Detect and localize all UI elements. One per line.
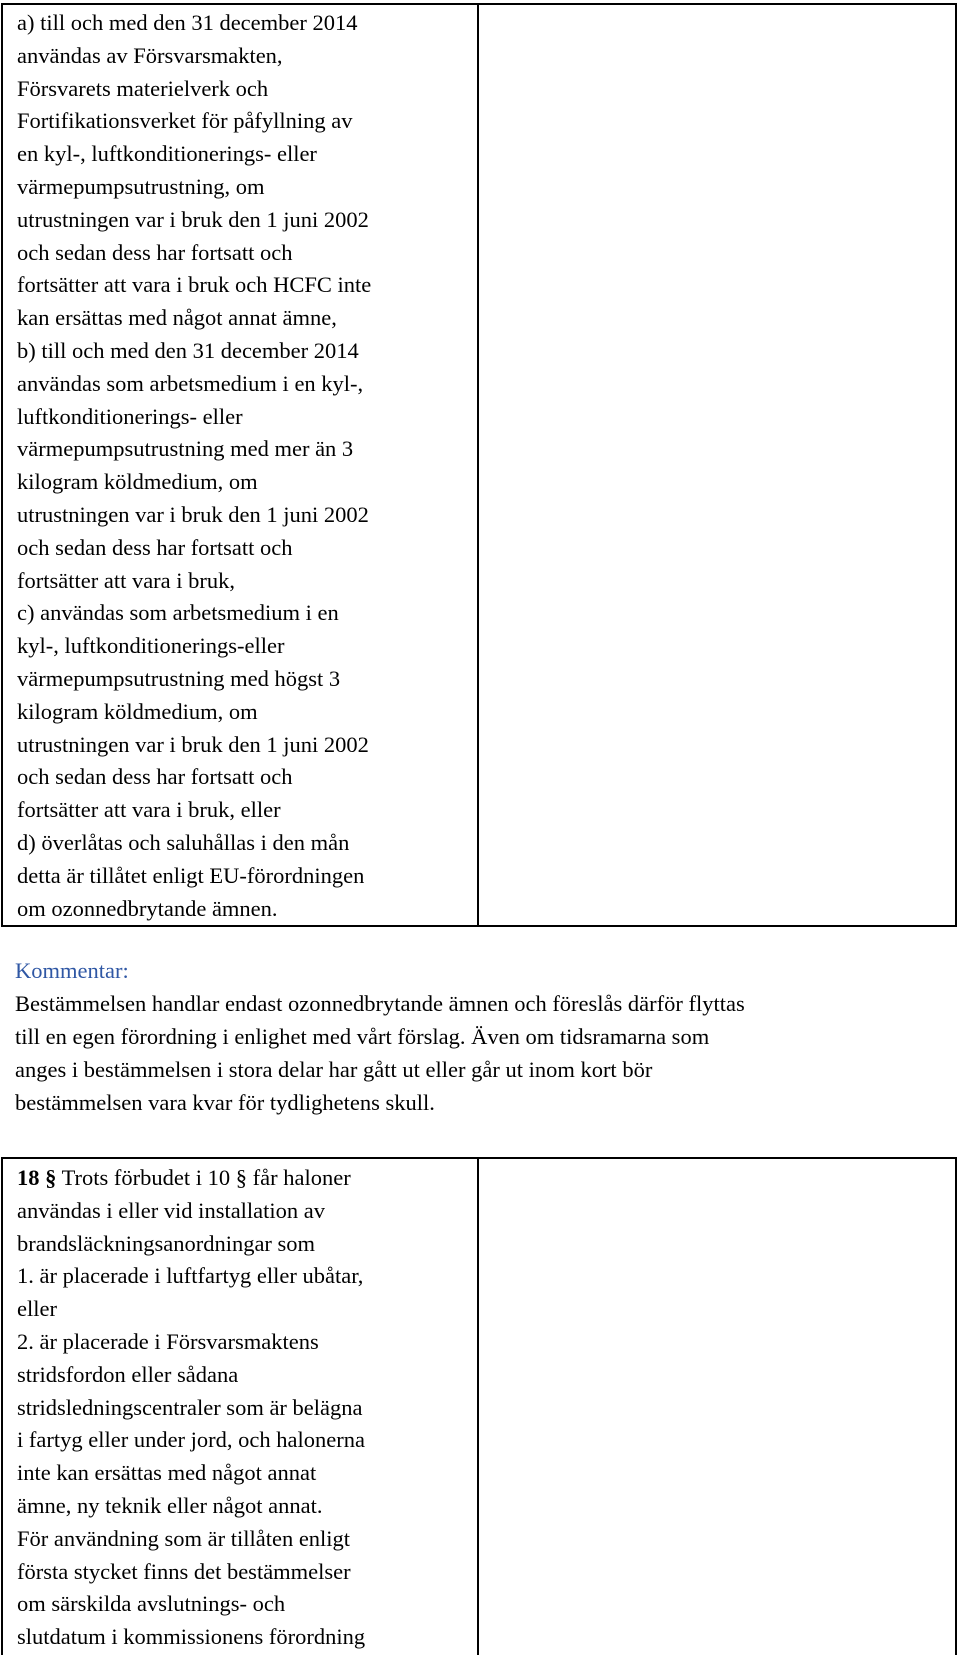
text-line: och sedan dess har fortsatt och	[17, 239, 293, 265]
comment-line: bestämmelsen vara kvar för tydlighetens skull.	[15, 1090, 435, 1115]
text-line: i fartyg eller under jord, och halonerna	[17, 1427, 365, 1453]
text-line: utrustningen var i bruk den 1 juni 2002	[17, 206, 369, 232]
text-line: ämne, ny teknik eller något annat.	[17, 1492, 323, 1518]
text-line: användas av Försvarsmakten,	[17, 42, 283, 68]
text-line: slutdatum i kommissionens förordning	[17, 1624, 366, 1650]
text-line: användas i eller vid installation av	[17, 1197, 326, 1223]
text-line: värmepumpsutrustning med mer än 3	[17, 436, 354, 462]
text-line: värmepumpsutrustning med högst 3	[17, 665, 341, 691]
text-line: För användning som är tillåten enligt	[17, 1525, 351, 1551]
comparison-table-2	[1, 1157, 957, 1655]
text-line: om särskilda avslutnings- och	[17, 1591, 286, 1617]
text-line: utrustningen var i bruk den 1 juni 2002	[17, 501, 369, 527]
text-line: kyl-, luftkonditionerings-eller	[17, 633, 285, 659]
text-line: utrustningen var i bruk den 1 juni 2002	[17, 731, 369, 757]
text-line: värmepumpsutrustning, om	[17, 173, 265, 199]
text-line: fortsätter att vara i bruk, eller	[17, 797, 281, 823]
table-2-current-text-cell	[3, 1159, 479, 1655]
text-line: a) till och med den 31 december 2014	[17, 10, 358, 35]
text-line: luftkonditionerings- eller	[17, 403, 243, 429]
text-line: kan ersättas med något annat ämne,	[17, 305, 337, 331]
text-line: b) till och med den 31 december 2014	[17, 337, 359, 363]
text-line: detta är tillåtet enligt EU-förordningen	[17, 862, 365, 888]
comparison-table-1	[1, 3, 957, 927]
text-line: och sedan dess har fortsatt och	[17, 764, 293, 790]
text-line: en kyl-, luftkonditionerings- eller	[17, 141, 317, 167]
comment-line: till en egen förordning i enlighet med vårt förslag. Även om tidsramarna som	[15, 1024, 710, 1049]
text-line: första stycket finns det bestämmelser	[17, 1558, 351, 1584]
text-line: fortsätter att vara i bruk,	[17, 567, 236, 593]
text-line: användas som arbetsmedium i en kyl-,	[17, 370, 364, 396]
text-line: kilogram köldmedium, om	[17, 469, 258, 495]
text-line: om ozonnedbrytande ämnen.	[17, 895, 278, 921]
text-line: Försvarets materielverk och	[17, 75, 269, 101]
table-1-current-text-cell	[3, 5, 479, 925]
table-2-proposed-text-cell	[479, 1159, 955, 1655]
comment-section	[15, 954, 955, 1119]
text-line: stridsfordon eller sådana	[17, 1361, 239, 1387]
text-line: brandsläckningsanordningar som	[17, 1230, 316, 1256]
comment-line: Bestämmelsen handlar endast ozonnedbrytande ämnen och föreslås därför flyttas	[15, 991, 745, 1016]
paragraph-first-line-text: Trots förbudet i 10 § får haloner	[56, 1165, 351, 1190]
comment-line: anges i bestämmelsen i stora delar har gått ut eller går ut inom kort bör	[15, 1057, 653, 1082]
table-1-proposed-text-cell	[479, 5, 955, 925]
text-line: stridsledningscentraler som är belägna	[17, 1394, 363, 1420]
text-line: inte kan ersättas med något annat	[17, 1460, 317, 1486]
text-line: Fortifikationsverket för påfyllning av	[17, 108, 353, 134]
text-line: d) överlåtas och saluhållas i den mån	[17, 829, 350, 855]
text-line: 1. är placerade i luftfartyg eller ubåtar,	[17, 1263, 364, 1289]
text-line: eller	[17, 1296, 57, 1322]
paragraph-number: 18 §	[17, 1165, 57, 1190]
text-line: fortsätter att vara i bruk och HCFC inte	[17, 272, 372, 298]
comment-heading: Kommentar:	[15, 958, 129, 983]
paragraph-first-line	[17, 1162, 471, 1195]
text-line: 2. är placerade i Försvarsmaktens	[17, 1328, 319, 1354]
text-line: kilogram köldmedium, om	[17, 698, 258, 724]
text-line: c) användas som arbetsmedium i en	[17, 600, 339, 626]
text-line: och sedan dess har fortsatt och	[17, 534, 293, 560]
